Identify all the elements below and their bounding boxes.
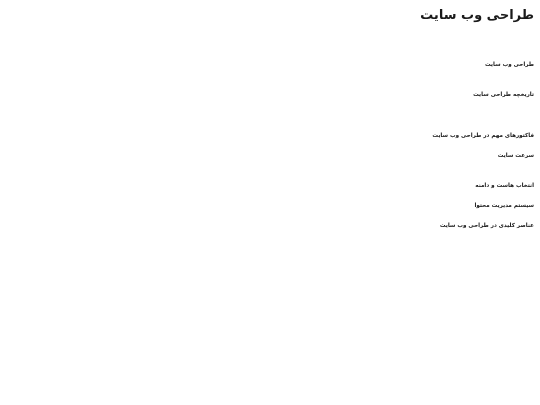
body-paragraph [6, 30, 534, 37]
section-heading: سیستم مدیریت محتوا [474, 203, 534, 210]
document-section [6, 61, 534, 88]
document-section [6, 202, 534, 219]
body-paragraph [6, 121, 534, 128]
body-paragraph [6, 162, 534, 169]
document-section [6, 91, 534, 129]
body-paragraph [6, 212, 534, 219]
body-paragraph [6, 172, 534, 179]
body-paragraph [6, 101, 534, 108]
section-heading: فاکتورهای مهم در طراحی وب سایت [432, 132, 534, 139]
page-title: طراحی وب سایت [420, 8, 534, 23]
body-paragraph [6, 232, 534, 239]
document-section [6, 182, 534, 199]
body-paragraph [6, 71, 534, 78]
body-paragraph [6, 192, 534, 199]
body-paragraph [6, 253, 534, 260]
body-paragraph [6, 111, 534, 118]
document-section [6, 30, 534, 58]
document-body [6, 30, 534, 260]
document-section [6, 222, 534, 260]
document-section [6, 152, 534, 179]
section-heading: تاریخچه طراحی سایت [473, 91, 534, 98]
body-paragraph [6, 40, 534, 47]
section-heading: سرعت سایت [497, 152, 534, 159]
section-heading: طراحی وب سایت [485, 61, 534, 68]
document-section [6, 132, 534, 149]
body-paragraph [6, 243, 534, 250]
section-heading: انتخاب هاست و دامنه [475, 183, 534, 190]
body-paragraph [6, 50, 534, 57]
body-paragraph [6, 81, 534, 88]
body-paragraph [6, 142, 534, 149]
section-heading: عناصر کلیدی در طراحی وب سایت [439, 223, 534, 230]
